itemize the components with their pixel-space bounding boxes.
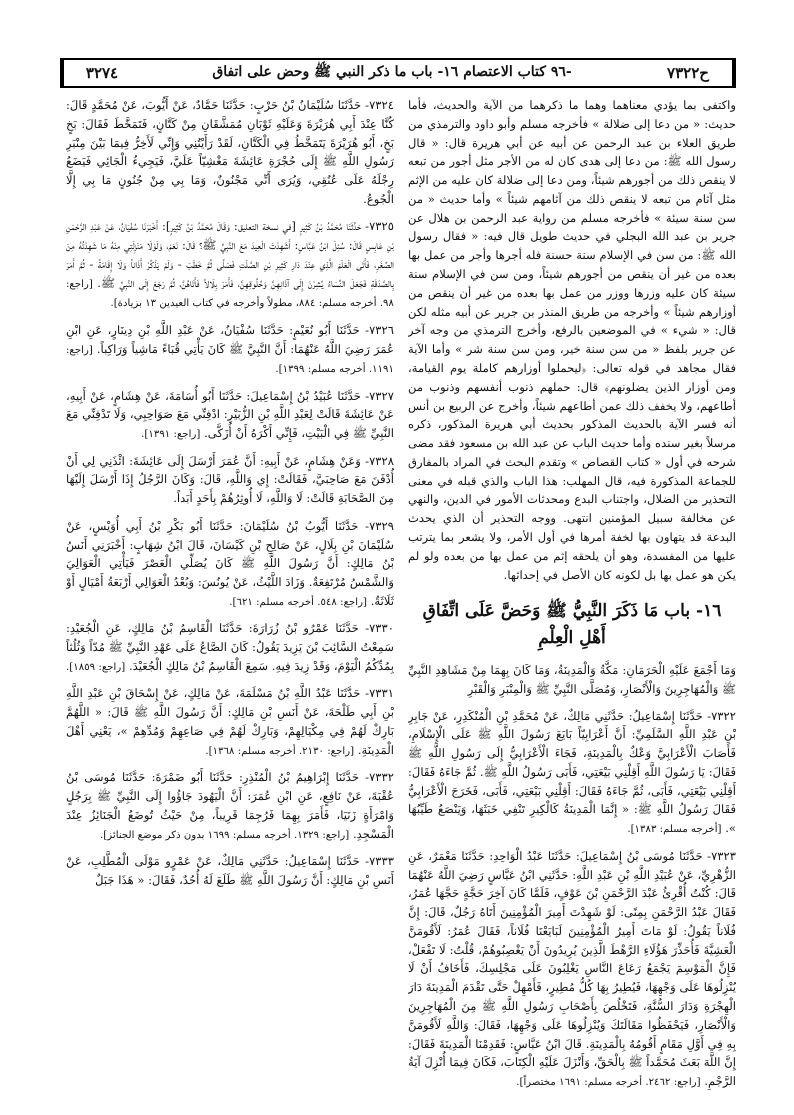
hadith-text: ٧٣٢٩- حَدَّثَنَا أَيُّوبُ بْنُ سُلَيْمَانَ: حَدَّثَنَا أَبُو بَكْرِ بْنُ أَبِي أُوَيْسٍ، عَنْ سُلَيْمَانَ بْنِ بِلَالٍ، عَنْ صَالِحِ بْنِ كَيْسَانَ، قَالَ ابْنُ شِهَابٍ: أَخْبَرَنِي أَنَسُ بْنُ مَالِكٍ: أَنَّ رَسُولَ اللَّهِ ﷺ كَانَ يُصَلِّي الْعَصْرَ فَيَأْتِي الْعَوَالِيَ وَالشَّمْسُ مُرْتَفِعَةٌ. وَزَادَ اللَّيْثُ، عَنْ يُونُسَ: وَبُعْدُ الْعَوَالِي أَرْبَعَةُ أَمْيَالٍ أَوْ ثَلَاثَةٌ. [66,518,394,608]
hadith-7322 [408,707,736,839]
hadith-reference: [راجع: ١٣٢٩. أخرجه مسلم: ١٦٩٩ بدون ذكر موضع الجنائز]. [100,829,350,841]
running-title: -٩٦ كتاب الاعتصام ١٦- باب ما ذكر النبي ﷺ وحض على اتفاق [212,64,572,80]
hadith-reference: [راجع: ٢١٣٠. أخرجه مسلم: ١٣٦٨]. [205,745,355,757]
hadith-7329 [66,517,394,612]
hadith-text: ٧٣٣٠- حَدَّثَنَا عَمْرُو بْنُ زُرَارَةَ: حَدَّثَنَا الْقَاسِمُ بْنُ مَالِكٍ، عَنِ الْجُعَيْدِ: سَمِعْتُ السَّائِبَ بْنَ يَزِيدَ يَقُولُ: كَانَ الصَّاعُ عَلَى عَهْدِ النَّبِيِّ ﷺ مُدّاً وَثُلُثاً بِمُدِّكُمُ الْيَوْمَ، وَقَدْ زِيدَ فِيهِ. سَمِعَ الْقَاسِمُ بْنُ مَالِكٍ الْجُعَيْدَ. [66,621,394,673]
hadith-reference: [راجع: ١٣٩١]. [141,429,201,441]
hadith-text: ٧٣٢٣- حَدَّثَنَا مُوسَى بْنُ إِسْمَاعِيلَ: حَدَّثَنَا عَبْدُ الْوَاحِدِ: حَدَّثَنَا مَعْمَرٌ، عَنِ الزُّهْرِيِّ، عَنْ عُبَيْدِ اللَّهِ بْنِ عَبْدِ اللَّهِ: حَدَّثَنِي ابْنُ عَبَّاسٍ رَضِيَ اللَّهُ عَنْهُمَا قَالَ: كُنْتُ أُقْرِئُ عَبْدَ الرَّحْمَنِ بْنَ عَوْفٍ، فَلَمَّا كَانَ آخِرَ حَجَّةٍ حَجَّهَا عُمَرُ، فَقَالَ عَبْدُ الرَّحْمَنِ بِمِنًى: لَوْ شَهِدْتَ أَمِيرَ الْمُؤْمِنِينَ أَتَاهُ رَجُلٌ، قَالَ: إِنَّ فُلَاناً يَقُولُ: لَوْ مَاتَ أَمِيرُ الْمُؤْمِنِينَ لَبَايَعْنَا فُلَاناً، فَقَالَ عُمَرُ: لَأَقُومَنَّ الْعَشِيَّةَ فَأُحَذِّرَ هَؤُلَاءِ الرَّهْطَ الَّذِينَ يُرِيدُونَ أَنْ يَغْصِبُوهُمْ، قُلْتُ: لَا تَفْعَلْ، فَإِنَّ الْمَوْسِمَ يَجْمَعُ رَعَاعَ النَّاسِ يَغْلِبُونَ عَلَى مَجْلِسِكَ، فَأَخَافُ أَنْ لَا يُنْزِلُوهَا عَلَى وَجْهِهَا، فَيُطِيرُ بِهَا كُلُّ مُطِيرٍ، فَأَمْهِلْ حَتَّى تَقْدَمَ الْمَدِينَةَ دَارَ الْهِجْرَةِ وَدَارَ السُّنَّةِ، فَتَخْلُصَ بِأَصْحَابِ رَسُولِ اللَّهِ ﷺ مِنَ الْمُهَاجِرِينَ وَالْأَنْصَارِ، فَيَحْفَظُوا مَقَالَتَكَ وَيُنْزِلُوهَا عَلَى وَجْهِهَا، فَقَالَ: وَاللَّهِ لَأَقُومَنَّ بِهِ فِي أَوَّلِ مَقَامٍ أَقُومُهُ بِالْمَدِينَةِ. قَالَ ابْنُ عَبَّاسٍ: فَقَدِمْنَا الْمَدِينَةَ فَقَالَ: إِنَّ اللَّهَ بَعَثَ مُحَمَّداً ﷺ بِالْحَقِّ، وَأَنْزَلَ عَلَيْهِ الْكِتَابَ، فَكَانَ فِيمَا أُنْزِلَ آيَةُ الرَّجْمِ. [408,848,736,1089]
hadith-text: ٧٣٢٦- حَدَّثَنَا أَبُو نُعَيْمٍ: حَدَّثَنَا سُفْيَانُ، عَنْ عَبْدِ اللَّهِ بْنِ دِينَارٍ، عَنِ ابْنِ عُمَرَ رَضِيَ اللَّهُ عَنْهُمَا: أَنَّ النَّبِيَّ ﷺ كَانَ يَأْتِي قُبَاءً مَاشِياً وَرَاكِباً. [66,322,394,356]
hadith-reference: [راجع: ١٨٥٩]. [66,661,126,673]
chapter-intro: وَمَا أَجْمَعَ عَلَيْهِ الْحَرَمَانِ: مَكَّةُ وَالْمَدِينَةُ، وَمَا كَانَ بِهِمَا مِنْ مَشَاهِدِ النَّبِيِّ ﷺ وَالْمُهَاجِرِينَ وَالْأَنْصَارِ، وَمُصَلَّى النَّبِيِّ ﷺ وَالْمِنْبَرِ وَالْقَبْرِ [408,663,736,696]
hadith-reference: [راجع: ٢٤٦٢. أخرجه مسلم: ١٦٩١ مختصراً]. [516,1077,701,1089]
hadith-7333 [66,852,394,890]
chapter-heading: ١٦- باب مَا ذَكَرَ النَّبِيُّ ﷺ وَحَضَّ عَلَى اتِّفَاقِ أَهْلِ الْعِلْمِ [422,601,722,648]
hadith-text: ٧٣٣٣- حَدَّثَنَا إِسْمَاعِيلُ: حَدَّثَنِي مَالِكٌ، عَنْ عَمْرٍو مَوْلَى الْمُطَّلِبِ، عَنْ أَنَسِ بْنِ مَالِكٍ: أَنَّ رَسُولَ اللَّهِ ﷺ طَلَعَ لَهُ أُحُدٌ، فَقَالَ: « هَذَا جَبَلٌ [66,854,394,887]
hadith-7326 [66,321,394,379]
right-column [408,96,736,1096]
hadith-7331 [66,684,394,760]
hadith-7327 [66,387,394,444]
hadith-7324 [66,96,394,209]
hadith-text: ٧٣٣٢- حَدَّثَنَا إِبْرَاهِيمُ بْنُ الْمُنْذِرِ: حَدَّثَنَا أَبُو ضَمْرَةَ: حَدَّثَنَا مُوسَى بْنُ عُقْبَةَ، عَنْ نَافِعٍ، عَنِ ابْنِ عُمَرَ: أَنَّ الْيَهُودَ جَاؤُوا إِلَى النَّبِيِّ ﷺ بِرَجُلٍ وَامْرَأَةٍ زَنَيَا، فَأَمَرَ بِهِمَا فَرُجِمَا قَرِيباً، مِنْ حَيْثُ تُوضَعُ الْجَنَائِزُ عِنْدَ الْمَسْجِدِ. [66,770,394,841]
hadith-text: ٧٣٢٢- حَدَّثَنَا إِسْمَاعِيلُ: حَدَّثَنِي مَالِكٌ، عَنْ مُحَمَّدِ بْنِ الْمُنْكَدِرِ، عَنْ جَابِرِ بْنِ عَبْدِ اللَّهِ السَّلَمِيِّ: أَنَّ أَعْرَابِيّاً بَايَعَ رَسُولَ اللَّهِ ﷺ عَلَى الْإِسْلَامِ، فَأَصَابَ الْأَعْرَابِيَّ وَعْكٌ بِالْمَدِينَةِ، فَجَاءَ الْأَعْرَابِيُّ إِلَى رَسُولِ اللَّهِ ﷺ فَقَالَ: يَا رَسُولَ اللَّهِ أَقِلْنِي بَيْعَتِي، فَأَبَى رَسُولُ اللَّهِ ﷺ. ثُمَّ جَاءَهُ فَقَالَ: أَقِلْنِي بَيْعَتِي، فَأَبَى، ثُمَّ جَاءَهُ فَقَالَ: أَقِلْنِي بَيْعَتِي، فَأَبَى، فَخَرَجَ الْأَعْرَابِيُّ فَقَالَ رَسُولُ اللَّهِ ﷺ: « إِنَّمَا الْمَدِينَةُ كَالْكِيرِ تَنْفِي خَبَثَهَا، وَيَنْصَعُ طَيِّبُهَا ». [408,708,736,836]
hadith-text: ٧٣٢٥- حَدَّثَنَا مُحَمَّدُ بْنُ كَثِيرٍ [في نسخة التعليق: وَقَالَ مُحَمَّدُ بْنُ كَثِيرٍ]: أَخْبَرَنَا سُفْيَانُ، عَنْ عَبْدِ الرَّحْمَنِ بْنِ عَابِسٍ قَالَ: سُئِلَ ابْنُ عَبَّاسٍ: أَشَهِدْتَ الْعِيدَ مَعَ النَّبِيِّ ﷺ؟ قَالَ: نَعَمْ، وَلَوْلَا مَنْزِلَتِي مِنْهُ مَا شَهِدْتُهُ مِنَ الصِّغَرِ، فَأَتَى الْعَلَمَ الَّذِي عِنْدَ دَارِ كَثِيرِ بْنِ الصَّلْتِ فَصَلَّى ثُمَّ خَطَبَ - وَلَمْ يَذْكُرْ أَذَاناً وَلَا إِقَامَةً - ثُمَّ أَمَرَ بِالصَّدَقَةِ فَجَعَلَ النِّسَاءُ يُشِرْنَ إِلَى آذَانِهِنَّ وَحُلُوقِهِنَّ، فَأَمَرَ بِلَالاً فَأَتَاهُنَّ، ثُمَّ رَجَعَ إِلَى النَّبِيِّ ﷺ. [66,219,394,290]
commentary-paragraph: واكتفى بما يؤدي معناهما وهما ما ذكرهما من الآية والحديث، فأما حديث: « من دعا إلى ضلالة » فأخرجه مسلم وأبو داود والترمذي من طريق العلاء بن عبد الرحمن عن أبيه عن أبي هريرة قال: « قال رسول الله ﷺ: من دعا إلى هدى كان له من الأجر مثل أجور من تبعه لا ينقص ذلك من أجورهم شيئاً، ومن دعا إلى ضلالة كان عليه من الإثم مثل آثام من تبعه لا ينقص ذلك من آثامهم شيئاً » وأما حديث « من سن سنة سيئة » فأخرجه مسلم من رواية عبد الرحمن بن هلال عن جرير بن عبد الله البجلي في حديث طويل قال فيه: « فقال رسول الله ﷺ: من سن في الإسلام سنة حسنة فله أجرها وأجر من عمل بها بعده من غير أن ينقص من أجورهم شيئاً، ومن سن في الإسلام سنة سيئة كان عليه وزرها ووزر من عمل بها بعده من غير أن ينقص من أوزارهم شيئاً » وأخرجه من طريق المنذر بن جرير عن أبيه مثله لكن قال: « شيء » في الموضعين بالرفع، وأخرج الترمذي من وجه آخر عن جرير بلفظ « من سن سنة خير، ومن سن سنة شر » وأما الآية فقال مجاهد في قوله تعالى: ﴿ليحملوا أوزارهم كاملة يوم القيامة، ومن أوزار الذين يضلونهم﴾ قال: حملهم ذنوب أنفسهم وذنوب من أطاعهم، ولا يخفف ذلك عمن أطاعهم شيئاً، وأخرج عن الربيع بن أنس أنه فسر الآية بالحديث المذكور بحديث أبي هريرة المذكور، ذكره مرسلاً بغير سنده وأما حديث الباب عن عبد الله بن مسعود فقد مضى شرحه في أول « كتاب القصاص » وتقدم البحث في المراد بالمفارق للجماعة المذكورة فيه، قال المهلب: هذا الباب والذي قبله في معنى التحذير من الضلال، واجتناب البدع ومحدثات الأمور في الدين، والنهي عن مخالفة سبيل المؤمنين انتهى. ووجه التحذير أن الذي يحدث البدعة قد يتهاون بها لخفة أمرها في أول الأمر، ولا يشعر بما يترتب عليها من المفسدة، وهو أن يلحقه إثم من عمل بها من بعده ولو لم يكن هو عمل بها بل لكونه كان الأصل في إحداثها. [408,98,736,582]
running-header [60,58,736,88]
hadith-7325 [66,217,394,312]
left-column [66,96,394,1096]
hadith-7332 [66,768,394,844]
hadith-reference: [راجع: ١١٩١. أخرجه مسلم: ١٣٩٩]. [66,344,394,376]
hadith-reference: [راجع: ٥٤٨. أخرجه مسلم: ٦٢١]. [229,596,368,608]
hadith-reference: [راجع: ٩٨. أخرجه مسلم: ٨٨٤، مطولاً وأخرجه في كتاب العيدين ١٣ بزيادة]. [66,278,394,310]
hadith-text: ٧٣٢٨- وَعَنْ هِشَامٍ، عَنْ أَبِيهِ: أَنَّ عُمَرَ أَرْسَلَ إِلَى عَائِشَةَ: ائْذَنِي لِي أَنْ أُدْفَنَ مَعَ صَاحِبَيَّ، فَقَالَتْ: إِي وَاللَّهِ، قَالَ: وَكَانَ الرَّجُلُ إِذَا أَرْسَلَ إِلَيْهَا مِنَ الصَّحَابَةِ قَالَتْ: لَا وَاللَّهِ، لَا أُوثِرُهُمْ بِأَحَدٍ أَبَداً. [66,453,394,506]
hadith-7328 [66,452,394,509]
hadith-range-number: ح٧٣٢٢ [644,60,734,86]
page-number: ٣٢٧٤ [62,60,140,86]
hadith-7323 [408,847,736,1092]
hadith-text: ٧٣٢٤- حَدَّثَنَا سُلَيْمَانُ بْنُ حَرْبٍ: حَدَّثَنَا حَمَّادٌ، عَنْ أَيُّوبَ، عَنْ مُحَمَّدٍ قَالَ: كُنَّا عِنْدَ أَبِي هُرَيْرَةَ وَعَلَيْهِ ثَوْبَانِ مُمَشَّقَانِ مِنْ كَتَّانٍ، فَتَمَخَّطَ فَقَالَ: بَخٍ بَخٍ، أَبُو هُرَيْرَةَ يَتَمَخَّطُ فِي الْكَتَّانِ، لَقَدْ رَأَيْتُنِي وَإِنِّي لَأَخِرُّ فِيمَا بَيْنَ مِنْبَرِ رَسُولِ اللَّهِ ﷺ إِلَى حُجْرَةِ عَائِشَةَ مَغْشِيّاً عَلَيَّ، فَيَجِيءُ الْجَائِي فَيَضَعُ رِجْلَهُ عَلَى عُنُقِي، وَيُرَى أَنِّي مَجْنُونٌ، وَمَا بِي مِنْ جُنُونٍ مَا بِي إِلَّا الْجُوعُ. [66,98,394,206]
hadith-text: ٧٣٢٧- حَدَّثَنَا عُبَيْدُ بْنُ إِسْمَاعِيلَ: حَدَّثَنَا أَبُو أُسَامَةَ، عَنْ هِشَامٍ، عَنْ أَبِيهِ، عَنْ عَائِشَةَ قَالَتْ لِعَبْدِ اللَّهِ بْنِ الزُّبَيْرِ: ادْفِنِّي مَعَ صَوَاحِبِي، وَلَا تَدْفِنِّي مَعَ النَّبِيِّ ﷺ فِي الْبَيْتِ، فَإِنِّي أَكْرَهُ أَنْ أُزَكَّى. [66,388,394,441]
hadith-text: ٧٣٣١- حَدَّثَنَا عَبْدُ اللَّهِ بْنُ مَسْلَمَةَ، عَنْ مَالِكٍ، عَنْ إِسْحَاقَ بْنِ عَبْدِ اللَّهِ بْنِ أَبِي طَلْحَةَ، عَنْ أَنَسِ بْنِ مَالِكٍ: أَنَّ رَسُولَ اللَّهِ ﷺ قَالَ: « اللَّهُمَّ بَارِكْ لَهُمْ فِي مِكْيَالِهِمْ، وَبَارِكْ لَهُمْ فِي صَاعِهِمْ وَمُدِّهِمْ »، يَعْنِي أَهْلَ الْمَدِينَةِ. [66,686,394,757]
hadith-7330 [66,619,394,676]
hadith-reference: [أخرجه مسلم: ١٣٨٣]. [627,824,722,836]
